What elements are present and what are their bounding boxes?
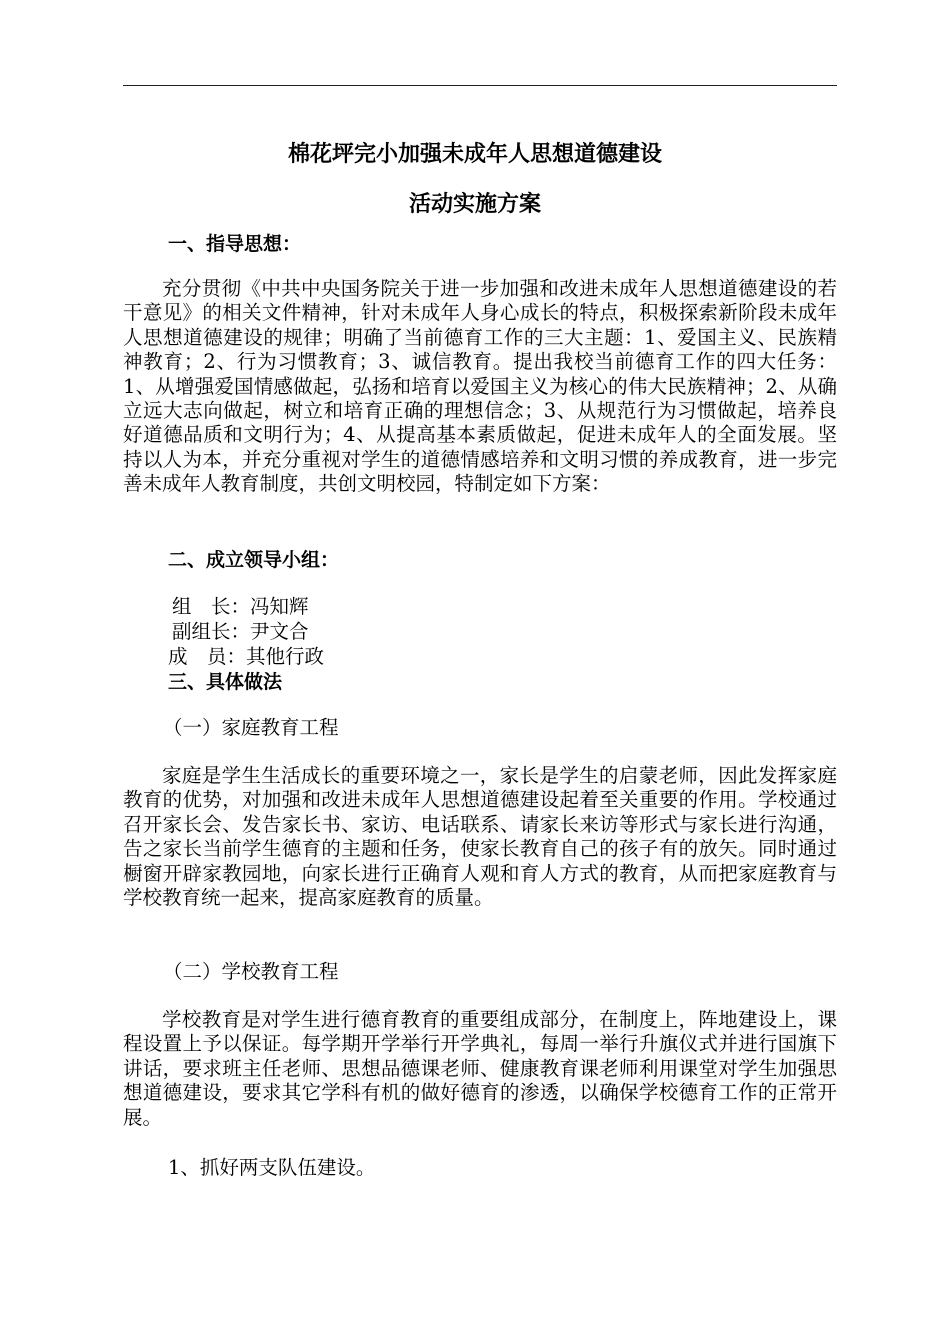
leader-line: 组 长：冯知辉 [172, 595, 309, 618]
vice-leader-line: 副组长：尹文合 [172, 620, 309, 643]
section-heading-methods: 三、具体做法 [168, 671, 283, 693]
members-line: 成 员：其他行政 [168, 645, 325, 668]
section-heading-guiding-thought: 一、指导思想： [168, 233, 302, 255]
subsection-heading-school-education: （二）学校教育工程 [163, 960, 339, 983]
school-education-paragraph: 学校教育是对学生进行德育教育的重要组成部分，在制度上，阵地建设上，课程设置上予以保证。每学期开学举行开学典礼，每周一举行升旗仪式并进行国旗下讲话，要求班主任老师、思想品德课老师、健康教育课老师利用课堂对学生加强思想道德建设，要求其它学科有机的做好德育的渗透，以确保学校德育工作的正常开展。 [123, 1008, 837, 1129]
subsection-heading-family-education: （一）家庭教育工程 [163, 716, 339, 739]
document-subtitle: 活动实施方案 [408, 192, 541, 217]
guiding-thought-paragraph: 充分贯彻《中共中央国务院关于进一步加强和改进未成年人思想道德建设的若干意见》的相关文件精神，针对未成年人身心成长的特点，积极探索新阶段未成年人思想道德建设的规律；明确了当前德育工作的三大主题：1、爱国主义、民族精神教育；2、行为习惯教育；3、诚信教育。提出我校当前德育工作的四大任务：1、从增强爱国情感做起，弘扬和培育以爱国主义为核心的伟大民族精神；2、从确立远大志向做起，树立和培育正确的理想信念；3、从规范行为习惯做起，培养良好道德品质和文明行为；4、从提高基本素质做起，促进未成年人的全面发展。坚持以人为本，并充分重视对学生的道德情感培养和文明习惯的养成教育，进一步完善未成年人教育制度，共创文明校园，特制定如下方案： [123, 277, 837, 496]
list-item-two-teams: 1、抓好两支队伍建设。 [168, 1156, 376, 1179]
family-education-paragraph: 家庭是学生生活成长的重要环境之一，家长是学生的启蒙老师，因此发挥家庭教育的优势，对加强和改进未成年人思想道德建设起着至关重要的作用。学校通过召开家长会、发告家长书、家访、电话联系、请家长来访等形式与家长进行沟通，告之家长当前学生德育的主题和任务，使家长教育自己的孩子有的放矢。同时通过橱窗开辟家教园地，向家长进行正确育人观和育人方式的教育，从而把家庭教育与学校教育统一起来，提高家庭教育的质量。 [123, 764, 837, 910]
document-title: 棉花坪完小加强未成年人思想道德建设 [287, 142, 662, 167]
section-heading-leadership-group: 二、成立领导小组： [168, 549, 340, 571]
header-rule [123, 85, 837, 86]
